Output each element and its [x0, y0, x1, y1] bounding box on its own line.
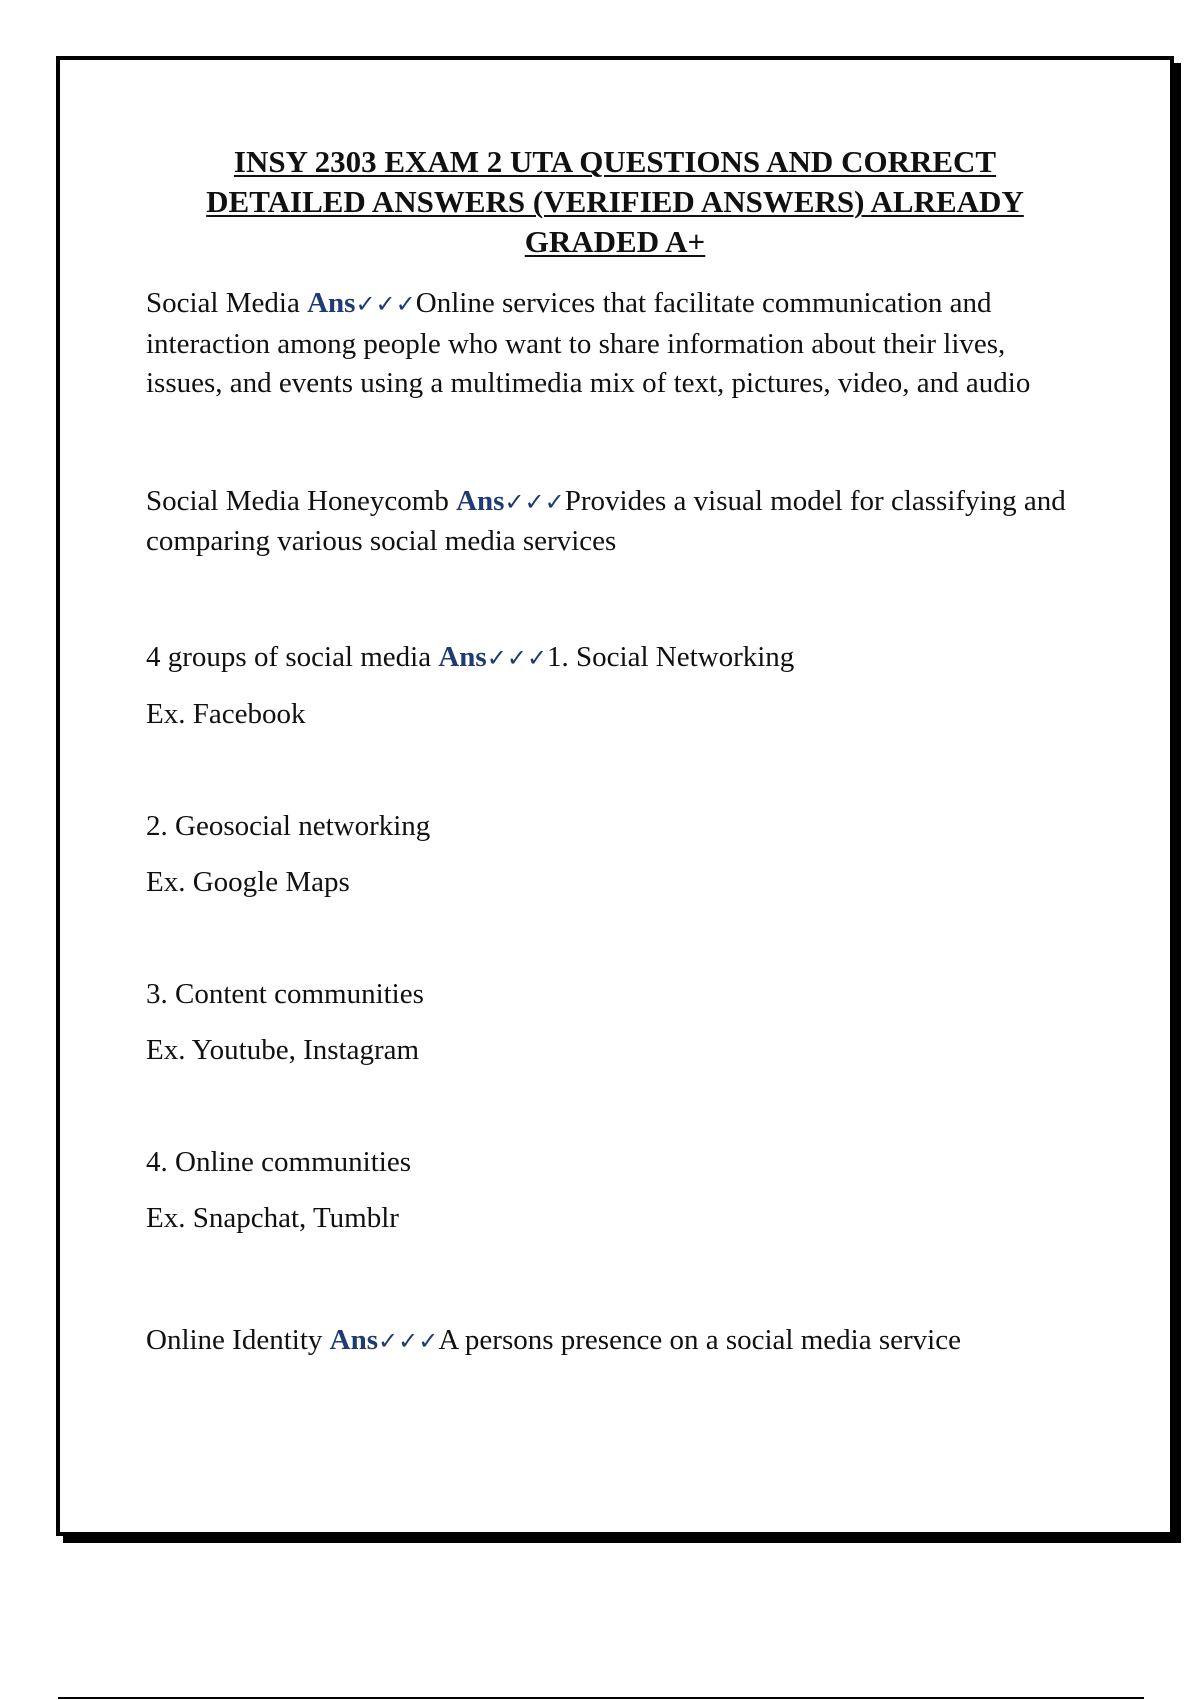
entry-definition: 1. Social Networking — [547, 640, 795, 673]
checkmark-icon: ✓✓✓ — [355, 290, 416, 318]
entry-definition: Provides a visual model for classifying and comparing various social media services — [146, 484, 1066, 557]
entry-definition: Online services that facilitate communication and interaction among people who want to share information about their lives, issues, and events using a multimedia mix of text, pictures, video, and audio — [146, 287, 1031, 399]
answer-label: Ans — [307, 287, 356, 319]
entry-social-media-honeycomb — [146, 482, 1086, 562]
entry-social-media-groups — [146, 638, 1086, 679]
group-example: Ex. Facebook — [146, 698, 306, 730]
entry-term: Social Media — [146, 287, 308, 319]
group-example: Ex. Youtube, Instagram — [146, 1034, 420, 1066]
checkmark-icon: ✓✓✓ — [486, 643, 548, 672]
answer-label: Ans — [438, 640, 487, 673]
group-example: Ex. Snapchat, Tumblr — [146, 1202, 399, 1234]
entry-term: 4 groups of social media — [146, 640, 439, 673]
title-line-2: DETAILED ANSWERS (VERIFIED ANSWERS) ALREADY — [206, 184, 1024, 219]
title-line-3: GRADED A+ — [524, 224, 706, 259]
answer-label: Ans — [329, 1323, 378, 1356]
document-title — [180, 142, 1050, 262]
checkmark-icon: ✓✓✓ — [504, 487, 565, 516]
footer-rule — [58, 1697, 1144, 1699]
group-item: 3. Content communities — [146, 977, 424, 1010]
answer-label: Ans — [456, 484, 505, 517]
group-item: 2. Geosocial networking — [146, 809, 431, 842]
entry-social-media — [146, 284, 1086, 404]
entry-online-identity — [146, 1321, 1086, 1362]
title-line-1: INSY 2303 EXAM 2 UTA QUESTIONS AND CORRECT — [233, 144, 997, 179]
group-example: Ex. Google Maps — [146, 866, 350, 898]
entry-term: Online Identity — [146, 1323, 330, 1356]
document-body — [146, 284, 1086, 1361]
checkmark-icon: ✓✓✓ — [378, 1326, 439, 1355]
entry-definition: A persons presence on a social media service — [438, 1323, 961, 1356]
entry-term: Social Media Honeycomb — [146, 484, 457, 517]
group-item: 4. Online communities — [146, 1145, 411, 1178]
